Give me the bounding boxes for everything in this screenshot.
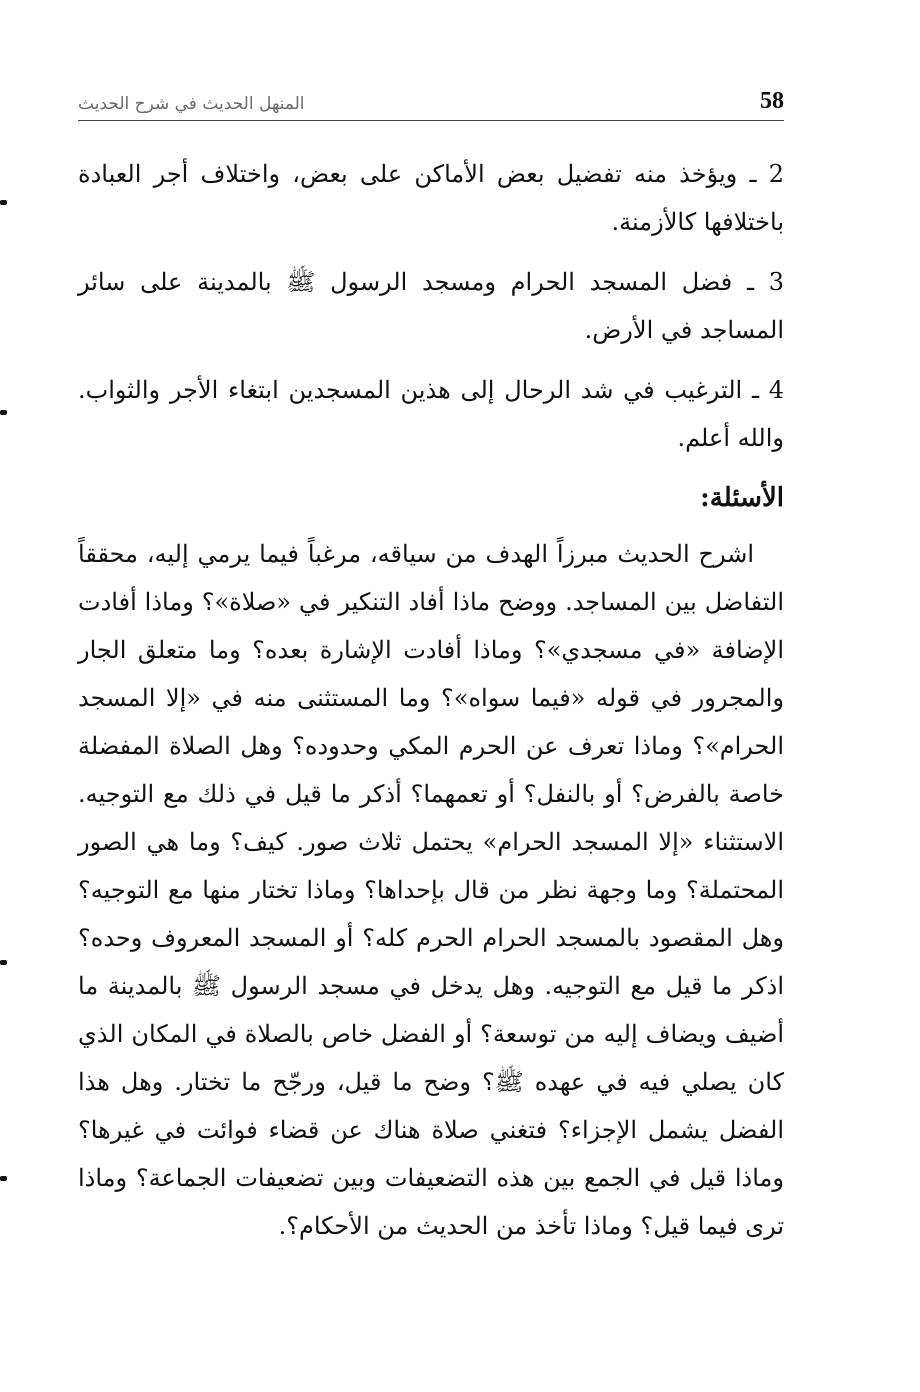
- scan-margin-mark: [0, 960, 7, 965]
- scan-margin-mark: [0, 1176, 7, 1181]
- point-3: 3 ـ فضل المسجد الحرام ومسجد الرسول ﷺ بالمدينة على سائر المساجد في الأرض.: [78, 268, 784, 344]
- page-body: [78, 150, 784, 1250]
- page-number: 58: [760, 88, 784, 114]
- page-header: [78, 86, 784, 121]
- scan-margin-mark: [0, 410, 7, 415]
- point-2: 2 ـ ويؤخذ منه تفضيل بعض الأماكن على بعض، واختلاف أجر العبادة باختلافها كالأزمنة.: [78, 160, 784, 236]
- scan-margin-mark: [0, 200, 7, 205]
- questions-paragraph: اشرح الحديث مبرزاً الهدف من سياقه، مرغباً فيما يرمي إليه، محققاً التفاضل بين المساجد. ووضح ماذا أفاد التنكير في «صلاة»؟ وماذا أفادت الإضافة «في مسجدي»؟ وماذا أفادت الإشارة بعده؟ وما متعلق الجار والمجرور في قوله «فيما سواه»؟ وما المستثنى منه في «إلا المسجد الحرام»؟ وماذا تعرف عن الحرم المكي وحدوده؟ وهل الصلاة المفضلة خاصة بالفرض؟ أو بالنفل؟ أو تعمهما؟ أذكر ما قيل في ذلك مع التوجيه. الاستثناء «إلا المسجد الحرام» يحتمل ثلاث صور. كيف؟ وما هي الصور المحتملة؟ وما وجهة نظر من قال بإحداها؟ وماذا تختار منها مع التوجيه؟ وهل المقصود بالمسجد الحرام الحرم كله؟ أو المسجد المعروف وحده؟ اذكر ما قيل مع التوجيه. وهل يدخل في مسجد الرسول ﷺ بالمدينة ما أضيف ويضاف إليه من توسعة؟ أو الفضل خاص بالصلاة في المكان الذي كان يصلي فيه في عهده ﷺ؟ وضح ما قيل، ورجّح ما تختار. وهل هذا الفضل يشمل الإجزاء؟ فتغني صلاة هناك عن قضاء فوائت في غيرها؟ وماذا قيل في الجمع بين هذه التضعيفات وبين تضعيفات الجماعة؟ وماذا ترى فيما قيل؟ وماذا تأخذ من الحديث من الأحكام؟.: [78, 540, 784, 1240]
- running-title: المنهل الحديث في شرح الحديث: [78, 94, 305, 114]
- questions-heading: الأسئلة:: [700, 483, 784, 513]
- point-4: 4 ـ الترغيب في شد الرحال إلى هذين المسجدين ابتغاء الأجر والثواب. والله أعلم.: [78, 376, 784, 452]
